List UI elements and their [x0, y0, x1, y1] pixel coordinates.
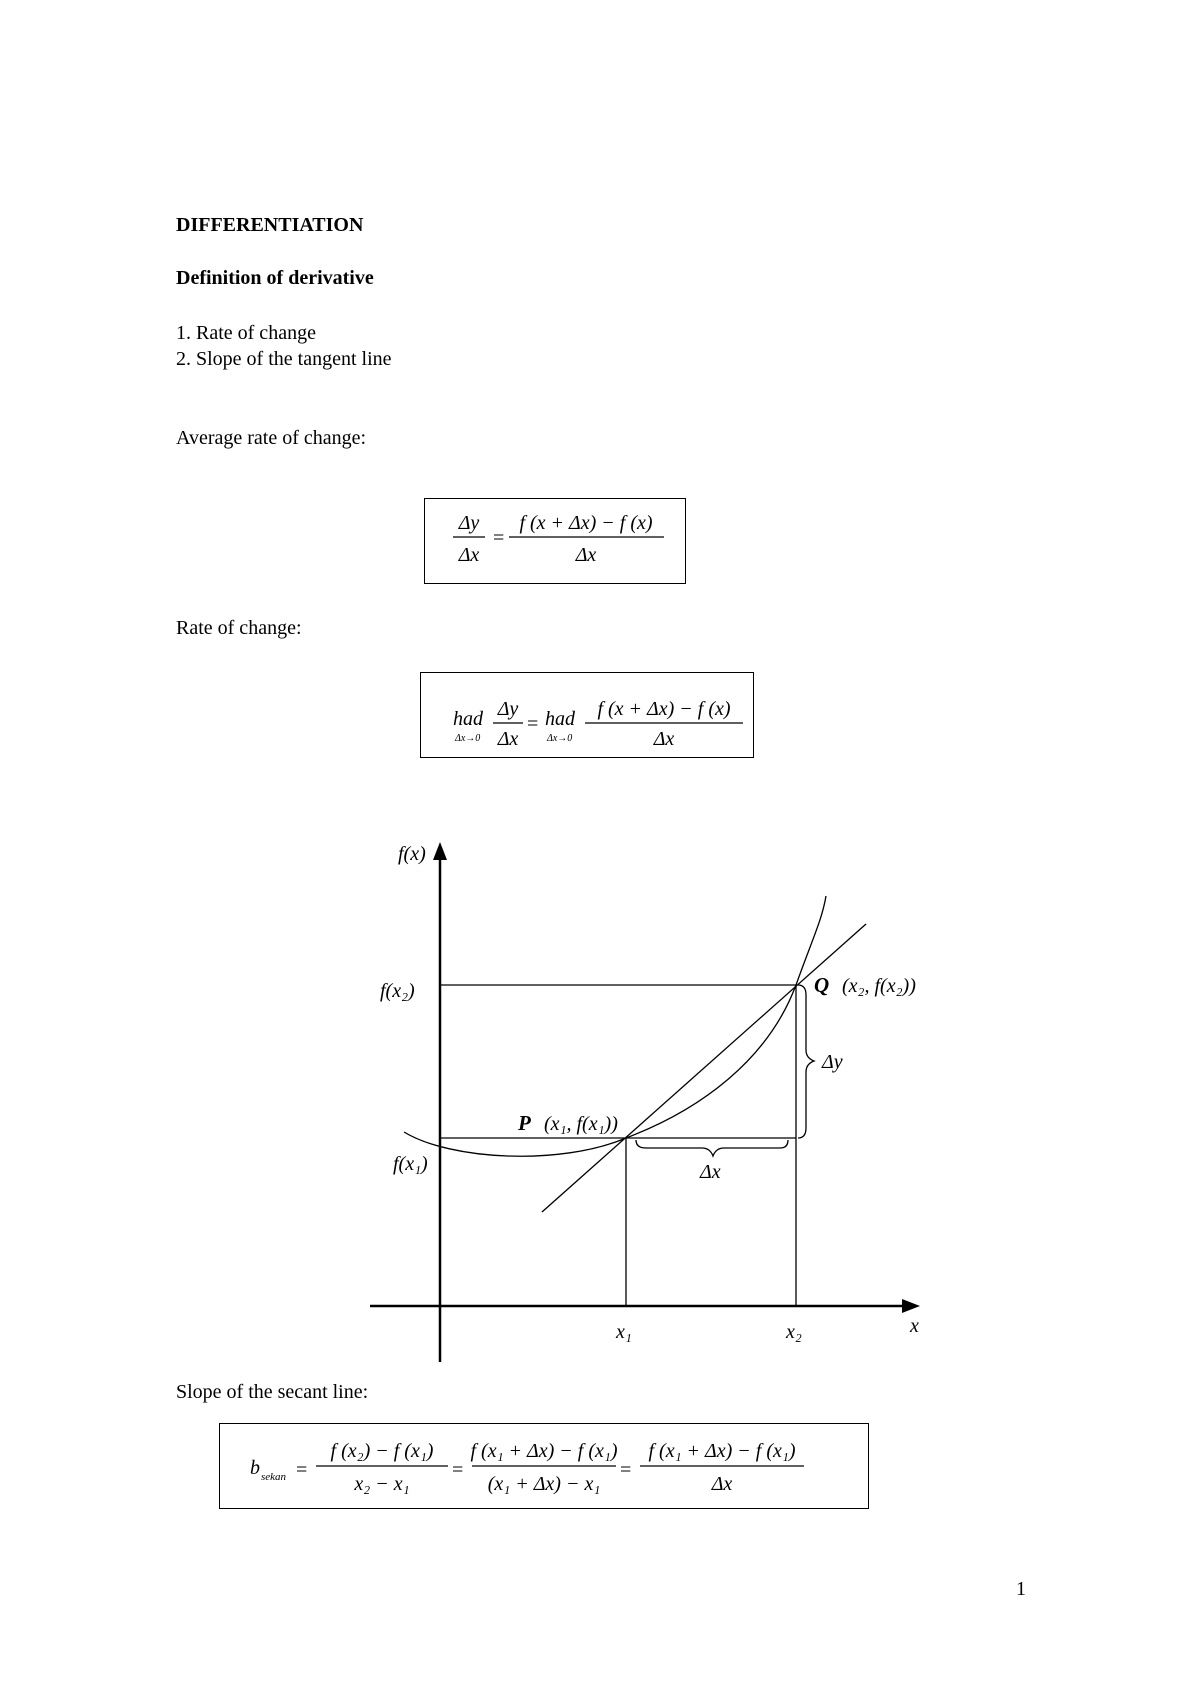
page-number: 1 [1016, 1578, 1026, 1600]
point-q-letter: Q [814, 973, 830, 997]
fx1-label: f(x₁) [393, 1153, 428, 1175]
rate-lhs-denominator: Δx [497, 728, 519, 750]
x1-tick-label: x₁ [616, 1321, 632, 1343]
x-axis-arrow [902, 1299, 920, 1313]
secant-term3-numerator: f (x₁ + Δx) − f (x₁) [648, 1440, 796, 1462]
avg-equals-sign: = [493, 527, 505, 549]
rate-lim-2: had [545, 708, 575, 730]
avg-lhs-numerator: Δy [458, 512, 480, 534]
point-p-coords: (x₁, f(x₁)) [544, 1113, 618, 1135]
secant-b-subscript: sekan [261, 1471, 287, 1483]
rate-equals-sign: = [527, 713, 539, 735]
list-item-slope-tangent: 2. Slope of the tangent line [176, 348, 392, 370]
secant-term2-numerator: f (x₁ + Δx) − f (x₁) [470, 1440, 618, 1462]
rate-rhs-numerator: f (x + Δx) − f (x) [597, 698, 731, 720]
avg-rhs-denominator: Δx [575, 544, 597, 566]
rate-lim-1: had [453, 708, 483, 730]
x2-tick-label: x₂ [786, 1321, 802, 1343]
secant-term1-denominator: x₂ − x₁ [354, 1473, 410, 1495]
secant-equals-1: = [296, 1459, 308, 1481]
rate-lim-sub-1: Δx→0 [455, 733, 481, 744]
delta-y-label: Δy [822, 1051, 843, 1073]
secant-slope-equation-svg [220, 1424, 868, 1508]
list-item-rate-of-change: 1. Rate of change [176, 322, 316, 344]
secant-slope-label: Slope of the secant line: [176, 1381, 369, 1403]
rate-rhs-denominator: Δx [653, 728, 675, 750]
delta-y-brace [798, 985, 814, 1138]
secant-slope-equation [219, 1423, 869, 1509]
secant-term1-numerator: f (x₂) − f (x₁) [330, 1440, 434, 1462]
rate-of-change-label: Rate of change: [176, 617, 302, 639]
secant-equals-3: = [620, 1459, 632, 1481]
y-axis-arrow [433, 842, 447, 860]
point-q-coords: (x₂, f(x₂)) [842, 975, 916, 997]
delta-x-label: Δx [700, 1161, 721, 1183]
average-rate-label: Average rate of change: [176, 427, 367, 449]
point-p-letter: P [518, 1111, 531, 1135]
delta-x-brace [636, 1140, 788, 1156]
x-axis-label: x [910, 1315, 919, 1337]
section-heading: Definition of derivative [176, 267, 374, 289]
fx2-label: f(x₂) [380, 980, 415, 1002]
secant-b: b [250, 1457, 260, 1479]
avg-rhs-numerator: f (x + Δx) − f (x) [519, 512, 653, 534]
y-axis-label: f(x) [398, 843, 426, 865]
rate-lim-sub-2: Δx→0 [547, 733, 573, 744]
avg-lhs-denominator: Δx [458, 544, 480, 566]
page-title: DIFFERENTIATION [176, 214, 364, 236]
rate-lhs-numerator: Δy [497, 698, 519, 720]
secant-term2-denominator: (x₁ + Δx) − x₁ [487, 1473, 601, 1495]
secant-equals-2: = [452, 1459, 464, 1481]
secant-term3-denominator: Δx [711, 1473, 733, 1495]
